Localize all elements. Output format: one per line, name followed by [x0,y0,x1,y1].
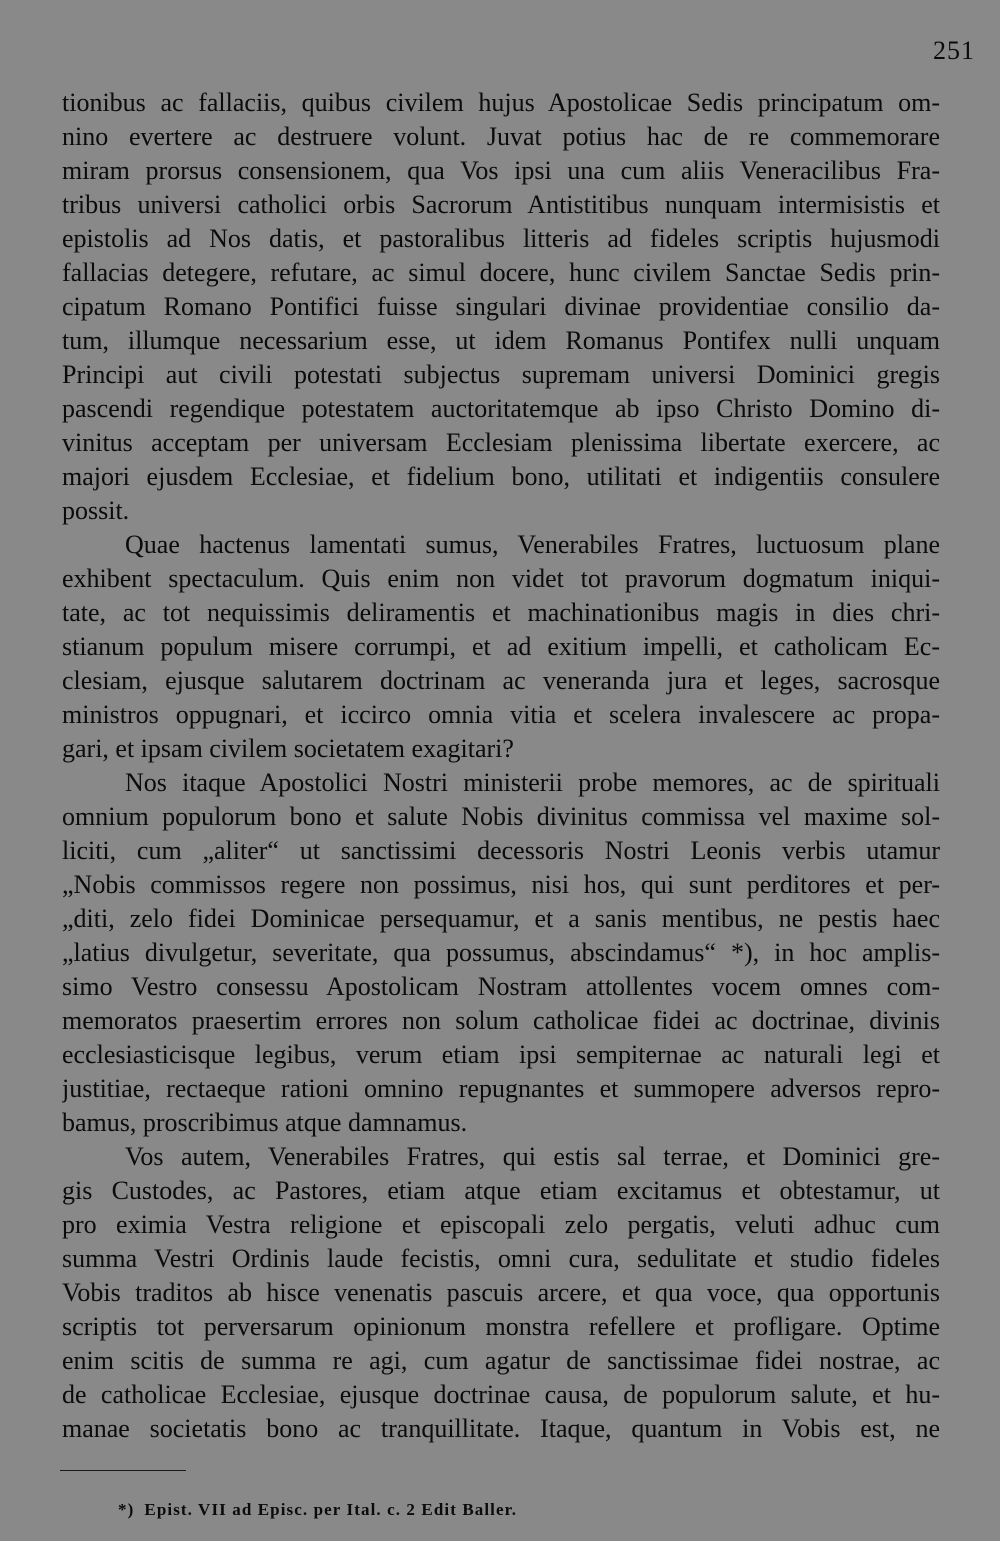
text-line: de catholicae Ecclesiae, ejusque doctrinae causa, de populorum salute, et hu- [62,1380,940,1409]
text-line: Nos itaque Apostolici Nostri ministerii probe memores, ac de spirituali [125,768,940,797]
text-line: tribus universi catholici orbis Sacrorum Antistitibus nunquam intermisistis et [62,190,940,219]
page-number: 251 [933,36,975,65]
text-line: pascendi regendique potestatem auctoritatemque ab ipso Christo Domino di- [62,394,940,423]
footnote-marker: *) [118,1500,135,1519]
text-line: summa Vestri Ordinis laude fecistis, omni cura, sedulitate et studio fideles [62,1244,940,1273]
text-line: miram prorsus consensionem, qua Vos ipsi una cum aliis Veneracilibus Fra- [62,156,940,185]
text-line: memoratos praesertim errores non solum catholicae fidei ac doctrinae, divinis [62,1006,940,1035]
text-line: vinitus acceptam per universam Ecclesiam plenissima libertate exercere, ac [62,428,940,457]
text-line: tionibus ac fallaciis, quibus civilem hujus Apostolicae Sedis principatum om- [62,88,940,117]
text-line: cipatum Romano Pontifici fuisse singulari divinae providentiae consilio da- [62,292,940,321]
footnote-text: Epist. VII ad Episc. per Ital. c. 2 Edit Baller. [144,1500,518,1519]
text-line: „latius divulgetur, severitate, qua possumus, abscindamus“ *), in hoc amplis- [62,938,940,967]
text-line: gari, et ipsam civilem societatem exagitari? [62,734,514,763]
text-line: exhibent spectaculum. Quis enim non videt tot pravorum dogmatum iniqui- [62,564,940,593]
text-line: enim scitis de summa re agi, cum agatur de sanctissimae fidei nostrae, ac [62,1346,940,1375]
paragraph [62,766,940,1140]
text-line: Vobis traditos ab hisce venenatis pascuis arcere, et qua voce, qua opportunis [62,1278,940,1307]
text-line: scriptis tot perversarum opinionum monstra refellere et profligare. Optime [62,1312,940,1341]
text-line: pro eximia Vestra religione et episcopali zelo pergatis, veluti adhuc cum [62,1210,940,1239]
text-line: ministros oppugnari, et iccirco omnia vitia et scelera invalescere ac propa- [62,700,940,729]
paragraph [62,86,940,528]
text-line: simo Vestro consessu Apostolicam Nostram attollentes vocem omnes com- [62,972,940,1001]
text-line: omnium populorum bono et salute Nobis divinitus commissa vel maxime sol- [62,802,940,831]
paragraph [62,528,940,766]
text-line: „Nobis commissos regere non possimus, nisi hos, qui sunt perditores et per- [62,870,940,899]
text-line: bamus, proscribimus atque damnamus. [62,1108,468,1137]
text-line: Quae hactenus lamentati sumus, Venerabiles Fratres, luctuosum plane [125,530,940,559]
text-line: nino evertere ac destruere volunt. Juvat potius hac de re commemorare [62,122,940,151]
footnote [118,1498,517,1522]
text-line: manae societatis bono ac tranquillitate. Itaque, quantum in Vobis est, ne [62,1414,940,1443]
text-line: tate, ac tot nequissimis deliramentis et machinationibus magis in dies chri- [62,598,940,627]
text-line: tum, illumque necessarium esse, ut idem Romanus Pontifex nulli unquam [62,326,940,355]
text-line: justitiae, rectaeque rationi omnino repugnantes et summopere adversos repro- [62,1074,940,1103]
text-line: epistolis ad Nos datis, et pastoralibus litteris ad fideles scriptis hujusmodi [62,224,940,253]
text-line: liciti, cum „aliter“ ut sanctissimi decessoris Nostri Leonis verbis utamur [62,836,940,865]
text-line: gis Custodes, ac Pastores, etiam atque etiam excitamus et obtestamur, ut [62,1176,940,1205]
text-line: Vos autem, Venerabiles Fratres, qui estis sal terrae, et Dominici gre- [125,1142,940,1171]
text-line: Principi aut civili potestati subjectus supremam universi Dominici gregis [62,360,940,389]
text-line: „diti, zelo fidei Dominicae persequamur, et a sanis mentibus, ne pestis haec [62,904,940,933]
paragraph [62,1140,940,1446]
text-line: possit. [62,496,130,525]
body-text [62,86,940,1446]
text-line: ecclesiasticisque legibus, verum etiam ipsi sempiternae ac naturali legi et [62,1040,940,1069]
footnote-rule [60,1470,186,1471]
text-line: stianum populum misere corrumpi, et ad exitium impelli, et catholicam Ec- [62,632,940,661]
text-line: fallacias detegere, refutare, ac simul docere, hunc civilem Sanctae Sedis prin- [62,258,940,287]
text-line: majori ejusdem Ecclesiae, et fidelium bono, utilitati et indigentiis consulere [62,462,940,491]
text-line: clesiam, ejusque salutarem doctrinam ac veneranda jura et leges, sacrosque [62,666,940,695]
